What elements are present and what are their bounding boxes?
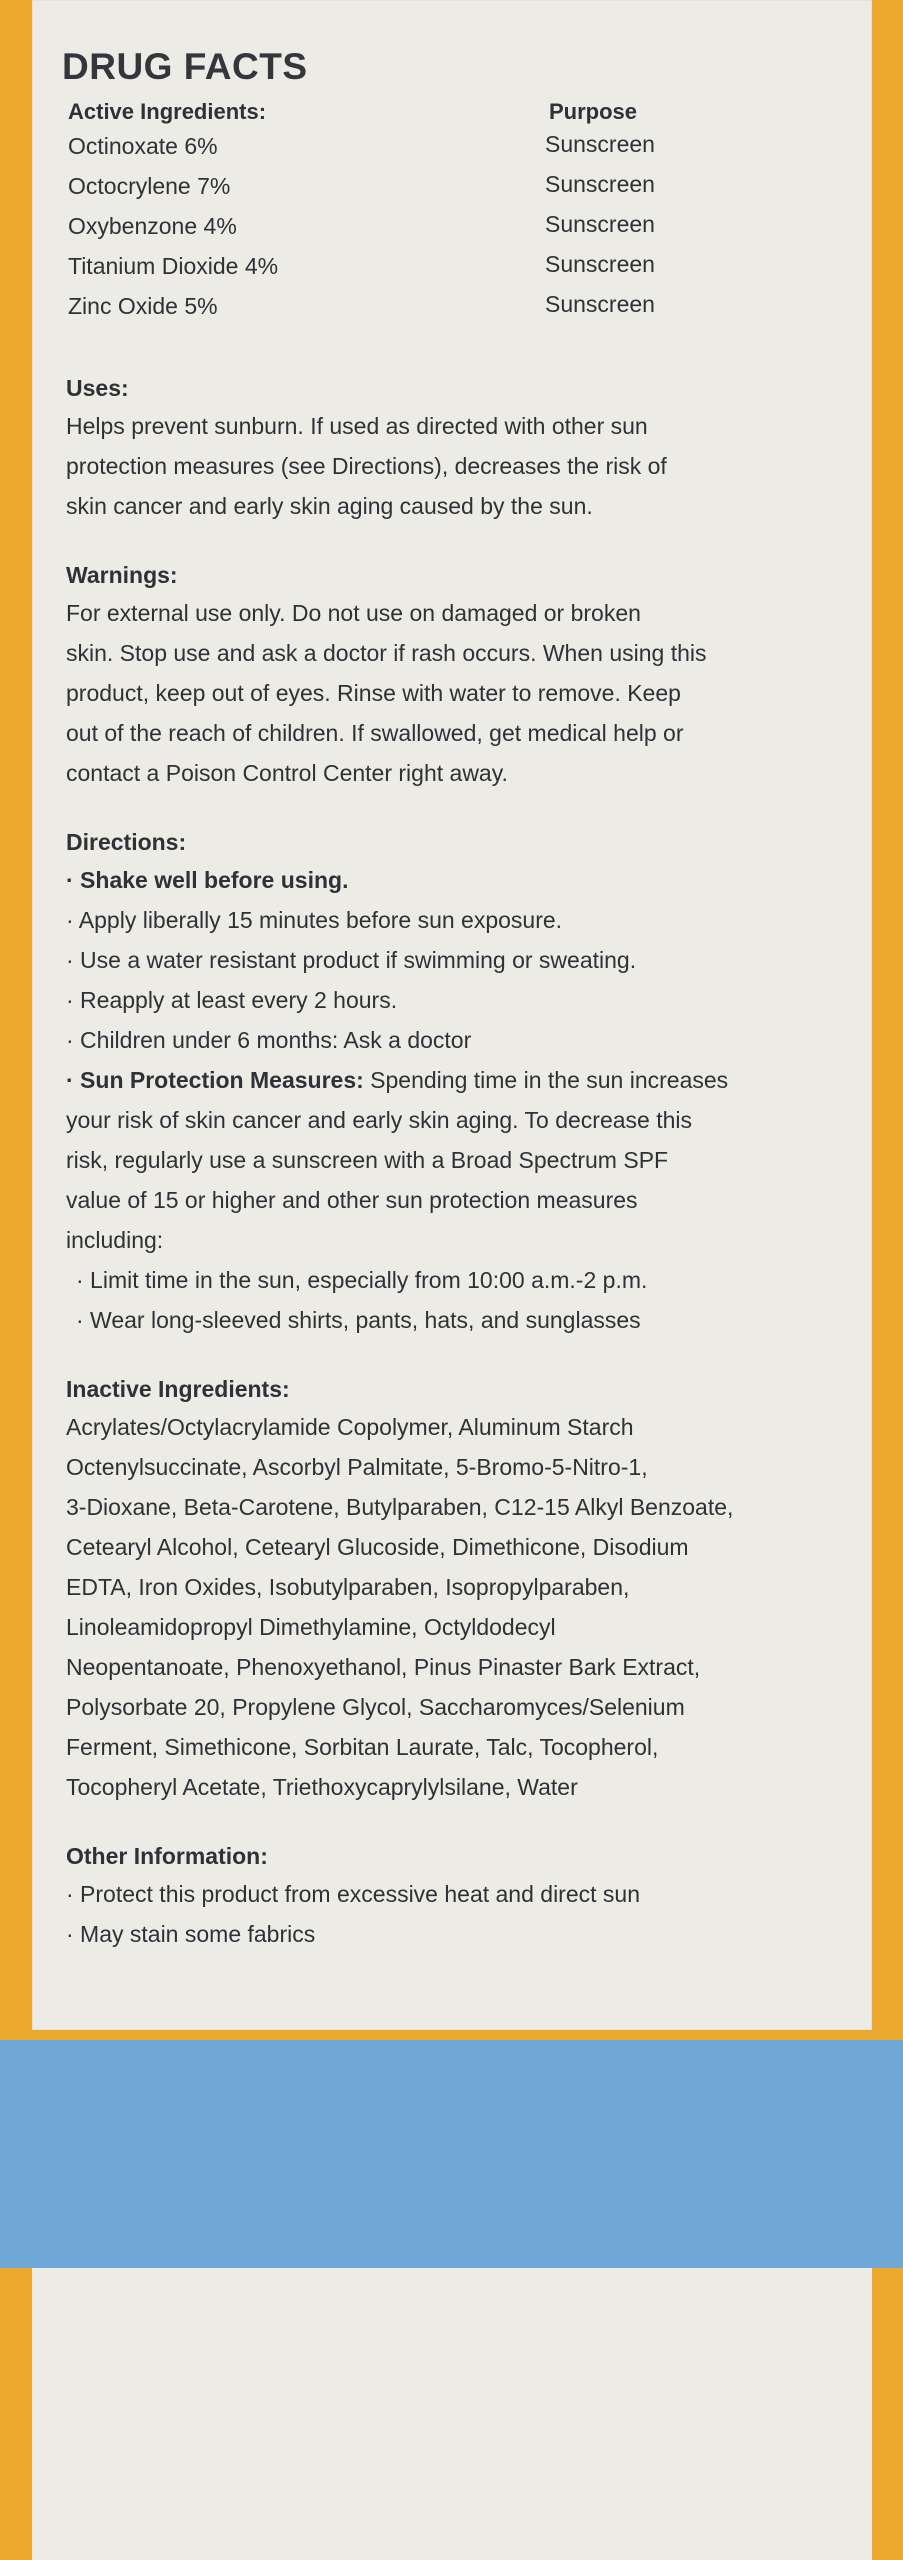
direction-item: · Use a water resistant product if swimming or sweating.	[66, 947, 637, 973]
sun-protection-line: including:	[66, 1227, 164, 1253]
purpose-heading: Purpose	[549, 99, 638, 124]
warnings-line: skin. Stop use and ask a doctor if rash occurs. When using this	[66, 640, 707, 666]
warnings-text	[62, 593, 862, 793]
warnings-line: contact a Poison Control Center right away.	[66, 760, 508, 786]
sun-protection-sub-item: · Limit time in the sun, especially from 10:00 a.m.-2 p.m.	[76, 1267, 648, 1293]
active-ingredients-header	[62, 93, 862, 127]
ingredient-purpose: Sunscreen	[545, 251, 655, 277]
uses-line: protection measures (see Directions), decreases the risk of	[66, 453, 667, 479]
warnings-line: For external use only. Do not use on damaged or broken	[66, 600, 641, 626]
sun-protection-sub-item: · Wear long-sleeved shirts, pants, hats, and sunglasses	[76, 1307, 641, 1333]
inactive-line: Ferment, Simethicone, Sorbitan Laurate, Talc, Tocopherol,	[66, 1734, 659, 1760]
active-ingredients-heading: Active Ingredients:	[68, 99, 267, 124]
sun-protection-label: · Sun Protection Measures:	[66, 1067, 364, 1093]
ingredient-name: Octocrylene 7%	[68, 173, 231, 199]
blue-color-band	[0, 2040, 903, 2268]
ingredient-name: Octinoxate 6%	[68, 133, 218, 159]
sun-protection-text: Spending time in the sun increases	[363, 1067, 729, 1093]
drug-facts-content	[62, 48, 862, 1954]
uses-line: Helps prevent sunburn. If used as directed with other sun	[66, 413, 648, 439]
inactive-line: 3-Dioxane, Beta-Carotene, Butylparaben, C12-15 Alkyl Benzoate,	[66, 1494, 734, 1520]
directions-list	[62, 860, 862, 1340]
inactive-line: Cetearyl Alcohol, Cetearyl Glucoside, Dimethicone, Disodium	[66, 1534, 689, 1560]
lower-label-panel	[32, 2268, 872, 2560]
ingredient-purpose: Sunscreen	[545, 171, 655, 197]
inactive-ingredients-heading: Inactive Ingredients:	[66, 1376, 290, 1402]
other-information-heading: Other Information:	[66, 1843, 268, 1869]
uses-text	[62, 406, 862, 526]
inactive-line: Octenylsuccinate, Ascorbyl Palmitate, 5-Bromo-5-Nitro-1,	[66, 1454, 648, 1480]
inactive-line: Polysorbate 20, Propylene Glycol, Saccharomyces/Selenium	[66, 1694, 685, 1720]
ingredient-row	[62, 247, 862, 287]
uses-heading: Uses:	[66, 375, 129, 401]
ingredient-row	[62, 207, 862, 247]
other-information-list	[62, 1874, 862, 1954]
warnings-line: product, keep out of eyes. Rinse with water to remove. Keep	[66, 680, 681, 706]
sun-protection-line: your risk of skin cancer and early skin aging. To decrease this	[66, 1107, 692, 1133]
inactive-line: Acrylates/Octylacrylamide Copolymer, Aluminum Starch	[66, 1414, 634, 1440]
inactive-line: EDTA, Iron Oxides, Isobutylparaben, Isopropylparaben,	[66, 1574, 630, 1600]
active-ingredients-table	[62, 127, 862, 327]
inactive-line: Tocopheryl Acetate, Triethoxycaprylylsilane, Water	[66, 1774, 578, 1800]
uses-line: skin cancer and early skin aging caused by the sun.	[66, 493, 593, 519]
direction-item: · Shake well before using.	[66, 867, 349, 893]
ingredient-purpose: Sunscreen	[545, 291, 655, 317]
inactive-line: Neopentanoate, Phenoxyethanol, Pinus Pinaster Bark Extract,	[66, 1654, 701, 1680]
inactive-ingredients-text	[62, 1407, 862, 1807]
warnings-line: out of the reach of children. If swallowed, get medical help or	[66, 720, 684, 746]
drug-facts-panel	[32, 0, 872, 2030]
ingredient-row	[62, 127, 862, 167]
other-information-item: · May stain some fabrics	[66, 1921, 316, 1947]
spacer	[62, 1340, 862, 1376]
sun-protection-measures	[66, 1060, 862, 1100]
ingredient-row	[62, 287, 862, 327]
sun-protection-line: risk, regularly use a sunscreen with a Broad Spectrum SPF	[66, 1147, 669, 1173]
ingredient-name: Titanium Dioxide 4%	[68, 253, 279, 279]
drug-facts-title: DRUG FACTS	[62, 46, 308, 87]
ingredient-name: Oxybenzone 4%	[68, 213, 237, 239]
warnings-heading: Warnings:	[66, 562, 178, 588]
direction-item: · Children under 6 months: Ask a doctor	[66, 1027, 472, 1053]
spacer	[62, 1807, 862, 1843]
spacer	[62, 327, 862, 375]
direction-item: · Reapply at least every 2 hours.	[66, 987, 398, 1013]
spacer	[62, 526, 862, 562]
spacer	[62, 793, 862, 829]
other-information-item: · Protect this product from excessive heat and direct sun	[66, 1881, 640, 1907]
directions-heading: Directions:	[66, 829, 187, 855]
ingredient-name: Zinc Oxide 5%	[68, 293, 218, 319]
ingredient-row	[62, 167, 862, 207]
direction-item: · Apply liberally 15 minutes before sun exposure.	[66, 907, 563, 933]
ingredient-purpose: Sunscreen	[545, 211, 655, 237]
ingredient-purpose: Sunscreen	[545, 131, 655, 157]
sun-protection-line: value of 15 or higher and other sun protection measures	[66, 1187, 638, 1213]
inactive-line: Linoleamidopropyl Dimethylamine, Octyldodecyl	[66, 1614, 556, 1640]
